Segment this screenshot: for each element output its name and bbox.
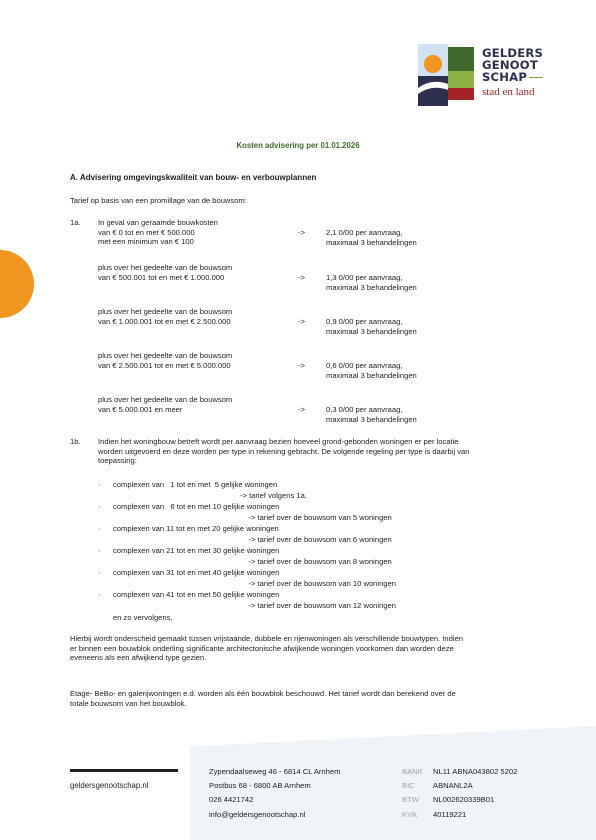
section-1b-text: Indien het woningbouw betreft wordt per aanvraag bezien hoeveel grond-gebonden woningen er per locatie worden uitgevoerd en deze worden per type in rekening gebracht. De volgende regeling per type is daarbij van toepassing:	[98, 437, 470, 466]
list-item-subtext: -> tarief volgens 1a.	[240, 491, 307, 500]
list-item: complexen van 6 tot en met 10 gelijke woningen	[113, 502, 280, 511]
tariff-arrow: ->	[298, 273, 305, 282]
tariff-rate: 0,9 0/00 per aanvraag, maximaal 3 behandelingen	[326, 317, 417, 336]
bullet-glyph: ·	[98, 568, 101, 577]
list-item: complexen van 21 tot en met 30 gelijke woningen	[113, 546, 280, 555]
tariff-desc: plus over het gedeelte van de bouwsom van € 2.500.001 tot en met € 5.000.000	[98, 351, 233, 370]
list-item-subtext: -> tarief over de bouwsom van 12 woningen	[240, 601, 396, 610]
registry-label-bic: BIC	[402, 781, 415, 791]
address-postbus: Postbus 68 - 6800 AB Arnhem	[209, 781, 311, 791]
logo-wordmark	[482, 47, 543, 83]
address-street: Zypendaalseweg 46 - 6814 CL Arnhem	[209, 767, 341, 776]
tariff-rate: 1,3 0/00 per aanvraag, maximaal 3 behandelingen	[326, 273, 417, 292]
tariff-desc: plus over het gedeelte van de bouwsom van € 1.000.001 tot en met € 2.500.000	[98, 307, 233, 326]
registry-label-bank: BANK	[402, 767, 423, 776]
bullet-glyph: ·	[98, 590, 101, 599]
item-number-1b: 1b.	[70, 437, 81, 446]
tariff-desc: plus over het gedeelte van de bouwsom van € 500.001 tot en met € 1.000.000	[98, 263, 233, 282]
logo-line-3	[482, 71, 543, 83]
tariff-arrow: ->	[298, 317, 305, 326]
paragraph-apartments: Etage- BeBo- en galerijwoningen e.d. worden als één bouwblok beschouwd. Het tarief wordt dan berekend over de totale bouwsom van het bouwblok.	[70, 689, 456, 708]
decorative-orange-circle	[0, 250, 34, 318]
list-item-subtext: -> tarief over de bouwsom van 6 woningen	[240, 535, 392, 544]
list-item: complexen van 11 tot en met 20 gelijke woningen	[113, 524, 279, 533]
list-item: complexen van 31 tot en met 40 gelijke woningen	[113, 568, 280, 577]
logo-line-3-text: SCHAP	[482, 70, 528, 84]
tariff-desc: plus over het gedeelte van de bouwsom van € 5.000.001 en meer	[98, 395, 233, 414]
bullet-glyph: ·	[98, 546, 101, 555]
bullet-glyph: ·	[98, 524, 101, 533]
footer-website-link[interactable]: geldersgenootschap.nl	[70, 781, 149, 790]
bullet-glyph: ·	[98, 502, 101, 511]
tariff-rate: 2,1 0/00 per aanvraag, maximaal 3 behandelingen	[326, 228, 417, 247]
registry-value-bic: ABNANL2A	[433, 781, 473, 791]
list-item: complexen van 1 tot en met 5 gelijke woningen	[113, 480, 278, 489]
logo-dash	[529, 77, 543, 79]
tariff-arrow: ->	[298, 228, 305, 237]
logo-line-1: GELDERS	[482, 46, 544, 60]
footer-registry-values	[433, 765, 517, 822]
registry-value-bank: NL11 ABNA043802 5202	[433, 767, 518, 776]
list-item-subtext: -> tarief over de bouwsom van 10 woningen	[240, 579, 396, 588]
document-heading: Kosten advisering per 01.01.2026	[236, 141, 360, 150]
gelders-genootschap-logo	[418, 44, 554, 106]
address-email[interactable]: info@geldersgenootschap.nl	[209, 809, 306, 819]
footer-registry-labels	[402, 765, 423, 822]
registry-value-btw: NL002620339B01	[433, 795, 495, 805]
list-item-subtext: -> tarief over de bouwsom van 5 woningen	[240, 513, 392, 522]
registry-label-btw: BTW	[402, 795, 419, 805]
bullet-glyph: ·	[98, 480, 101, 489]
logo-mark-icon	[418, 44, 476, 106]
list-item: complexen van 41 tot en met 50 gelijke woningen	[113, 590, 280, 599]
tariff-rate: 0,3 0/00 per aanvraag, maximaal 3 behandelingen	[326, 405, 417, 424]
list-closing: en zo vervolgens,	[113, 613, 173, 622]
tariff-arrow: ->	[298, 361, 305, 370]
tariff-rate: 0,6 0/00 per aanvraag, maximaal 3 behandelingen	[326, 361, 417, 380]
intro-text: Tarief op basis van een promillage van de bouwsom:	[70, 196, 247, 205]
address-phone[interactable]: 026 4421742	[209, 795, 254, 805]
registry-value-kvk: 40119221	[433, 809, 467, 819]
tariff-desc: In geval van geraamde bouwkosten van € 0 tot en met € 500.000 met een minimum van € 100	[98, 218, 218, 247]
logo-tagline: stad en land	[482, 86, 535, 98]
footer-address	[209, 765, 340, 822]
list-item-subtext: -> tarief over de bouwsom van 8 woningen	[240, 557, 392, 566]
footer-divider	[70, 769, 178, 772]
tariff-arrow: ->	[298, 405, 305, 414]
section-title: A. Advisering omgevingskwaliteit van bouw- en verbouwplannen	[70, 173, 317, 182]
paragraph-building-types: Hierbij wordt onderscheid gemaakt tussen vrijstaande, dubbele en rijenwoningen als verschillende bouwtypen. Indien er binnen een bouwblok onderling significante architectonische afwijkende woningen voorkomen dan worden deze eveneens als een afwijkend type gezien.	[70, 634, 464, 663]
item-number-1a: 1a.	[70, 218, 81, 227]
registry-label-kvk: KVK	[402, 809, 418, 819]
logo-line-2: GENOOT	[482, 58, 538, 72]
